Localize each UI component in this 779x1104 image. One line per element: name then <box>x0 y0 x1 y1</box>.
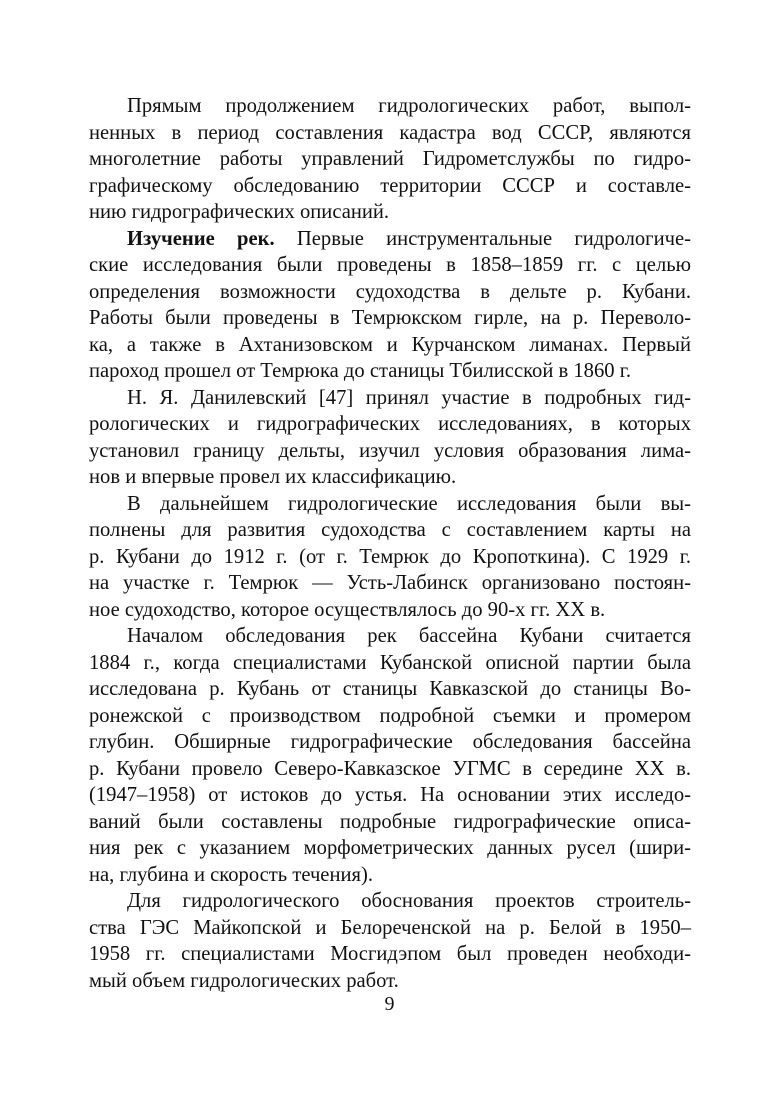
text-line: исследована р. Кубань от станицы Кавказской до станицы Во- <box>89 678 691 700</box>
text-line: (1947–1958) от истоков до устья. На основании этих исследо- <box>89 784 691 806</box>
paragraph-5 <box>89 623 691 888</box>
paragraph-2 <box>89 226 691 385</box>
text-line: нов и впервые провел их классификацию. <box>89 466 457 488</box>
text-line: 1958 гг. специалистами Мосгидэпом был проведен необходи- <box>89 943 691 965</box>
text-line: ства ГЭС Майкопской и Белореченской на р. Белой в 1950– <box>89 916 691 939</box>
paragraph-6 <box>89 888 691 994</box>
text-line: на участке г. Темрюк — Усть-Лабинск организовано постоян- <box>89 572 691 594</box>
text-line: графическому обследованию территории СССР и составле- <box>89 174 691 197</box>
text-line: ния рек с указанием морфометрических данных русел (шири- <box>89 837 691 859</box>
paragraph-4 <box>89 491 691 624</box>
text-line: р. Кубани провело Северо-Кавказское УГМС в середине XX в. <box>89 757 691 780</box>
text-line: многолетние работы управлений Гидрометслужбы по гидро- <box>89 148 691 170</box>
text-line: полнены для развития судоходства с составлением карты на <box>89 519 691 541</box>
document-page <box>89 93 691 994</box>
text-line: на, глубина и скорость течения). <box>89 863 373 886</box>
text-line: установил границу дельты, изучил условия образования лима- <box>89 439 691 462</box>
text-line: Для гидрологического обоснования проектов строитель- <box>127 890 691 912</box>
text-line: 1884 г., когда специалистами Кубанской описной партии была <box>89 651 691 674</box>
section-heading: Изучение рек. <box>127 227 275 250</box>
text-line: нию гидрографических описаний. <box>89 201 390 223</box>
text-line: определения возможности судоходства в дельте р. Кубани. <box>89 280 691 303</box>
text-line: рологических и гидрографических исследованиях, в которых <box>89 413 691 435</box>
text-line: глубин. Обширные гидрографические обследования бассейна <box>89 731 691 753</box>
text-line: ное судоходство, которое осуществлялось до 90-х гг. XX в. <box>89 598 606 621</box>
text-line: р. Кубани до 1912 г. (от г. Темрюк до Кропоткина). С 1929 г. <box>89 545 691 568</box>
text-line: В дальнейшем гидрологические исследования были вы- <box>127 492 691 515</box>
text-line: ронежской с производством подробной съемки и промером <box>89 704 691 727</box>
text-line: Работы были проведены в Темрюкском гирле, на р. Переволо- <box>89 307 691 329</box>
text-line: Прямым продолжением гидрологических работ, выпол- <box>127 95 691 117</box>
text-line: ка, а также в Ахтанизовском и Курчанском лиманах. Первый <box>89 333 691 356</box>
text-line: ваний были составлены подробные гидрографические описа- <box>89 810 691 833</box>
paragraph-3 <box>89 385 691 491</box>
paragraph-1 <box>89 93 691 226</box>
text-line <box>89 226 691 253</box>
text-line: пароход прошел от Темрюка до станицы Тбилисской в 1860 г. <box>89 360 631 382</box>
text-line: Началом обследования рек бассейна Кубани считается <box>127 625 691 647</box>
text-line: ненных в период составления кадастра вод СССР, являются <box>89 121 691 144</box>
text-line: Н. Я. Данилевский [47] принял участие в подробных гид- <box>127 386 691 409</box>
text-line: ские исследования были проведены в 1858–1859 гг. с целью <box>89 254 691 276</box>
heading-line-rest: Первые инструментальные гидрологиче- <box>274 227 691 250</box>
text-line: мый объем гидрологических работ. <box>89 969 399 992</box>
page-number: 9 <box>384 993 395 1015</box>
